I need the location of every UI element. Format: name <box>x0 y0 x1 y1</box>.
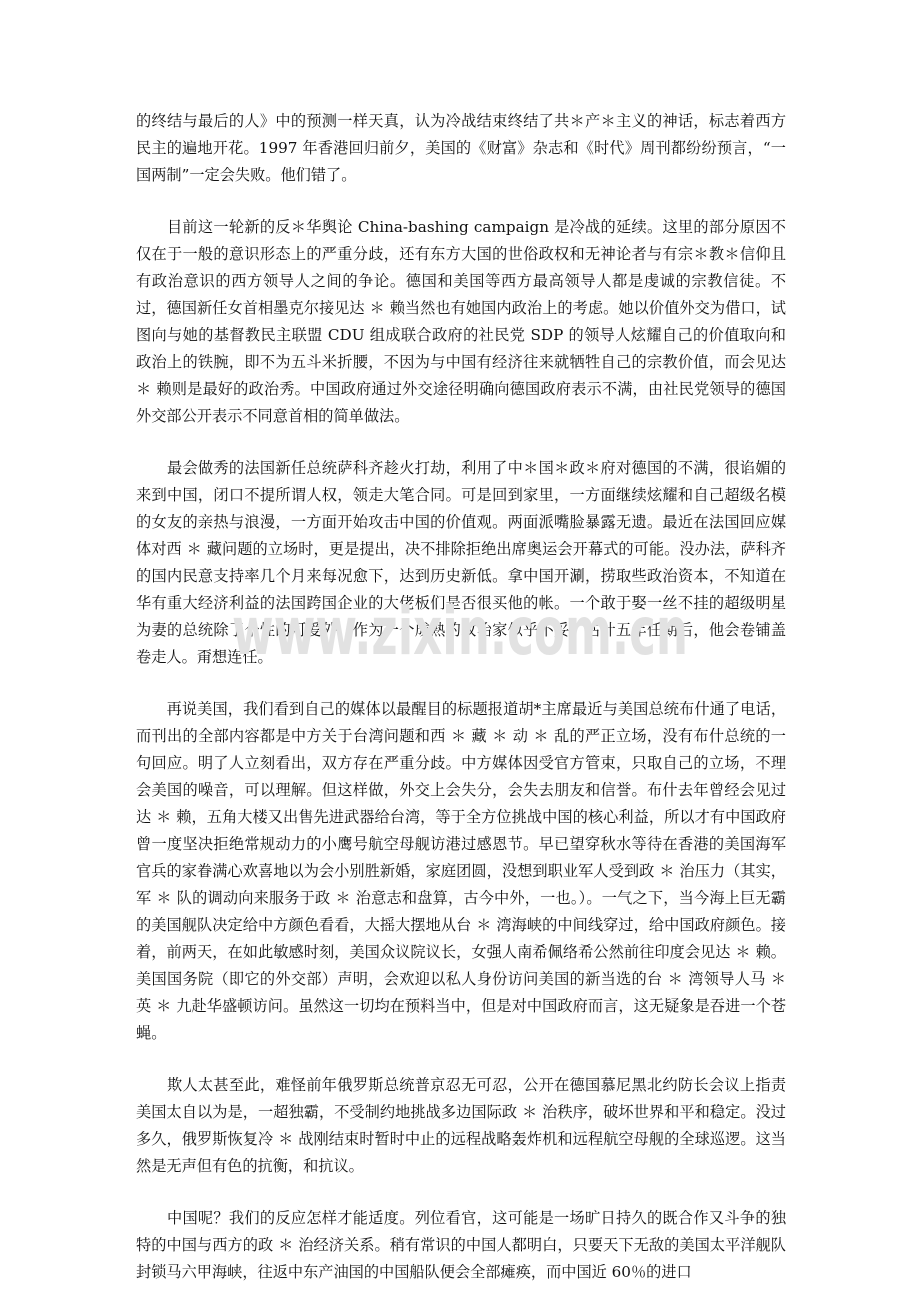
paragraph-6: 中国呢？我们的反应怎样才能适度。列位看官，这可能是一场旷日持久的既合作又斗争的独特的中国与西方的政 ＊ 治经济关系。稍有常识的中国人都明白，只要天下无敌的美国太平洋舰队封锁马六甲海峡，往返中东产油国的中国船队便会全部瘫痪，而中国近 60％的进口 <box>136 1209 786 1281</box>
paragraph-2: 目前这一轮新的反＊华舆论 China-bashing campaign 是冷战的延续。这里的部分原因不仅在于一般的意识形态上的严重分歧，还有东方大国的世俗政权和无神论者与有宗＊教＊信仰且有政治意识的西方领导人之间的争论。德国和美国等西方最高领导人都是虔诚的宗教信徒。不过，德国新任女首相墨克尔接见达 ＊ 赖当然也有她国内政治上的考虑。她以价值外交为借口，试图向与她的基督教民主联盟 CDU 组成联合政府的社民党 SDP 的领导人炫耀自己的价值取向和政治上的铁腕，即不为五斗米折腰，不因为与中国有经济往来就牺牲自己的宗教价值，而会见达 ＊ 赖则是最好的政治秀。中国政府通过外交途径明确向德国政府表示不满，由社民党领导的德国外交部公开表示不同意首相的简单做法。 <box>136 218 786 425</box>
paragraph-3: 最会做秀的法国新任总统萨科齐趁火打劫，利用了中＊国＊政＊府对德国的不满，很谄媚的来到中国，闭口不提所谓人权，领走大笔合同。可是回到家里，一方面继续炫耀和自己超级名模的女友的亲热与浪漫，一方面开始攻击中国的价值观。两面派嘴脸暴露无遗。最近在法国回应媒体对西 ＊ 藏问题的立场时，更是提出，决不排除拒绝出席奥运会开幕式的可能。没办法，萨科齐的国内民意支持率几个月来每况愈下，达到历史新低。拿中国开涮，捞取些政治资本，不知道在华有重大经济利益的法国跨国企业的大佬板们是否很买他的帐。一个敢于娶一丝不挂的超级明星为妻的总统除了个性的可爱外，作为一个成熟的政治家似乎不妥，估计五年任期后，他会卷铺盖卷走人。甭想连任。 <box>136 459 786 666</box>
paragraph-5: 欺人太甚至此，难怪前年俄罗斯总统普京忍无可忍，公开在德国慕尼黑北约防长会议上指责美国太自以为是，一超独霸，不受制约地挑战多边国际政 ＊ 治秩序，破坏世界和平和稳定。没过多久，俄罗斯恢复冷 ＊ 战刚结束时暂时中止的远程战略轰炸机和远程航空母舰的全球巡逻。这当然是无声但有色的抗衡，和抗议。 <box>136 1076 786 1175</box>
paragraph-1: 的终结与最后的人》中的预测一样天真，认为冷战结束终结了共＊产＊主义的神话，标志着西方民主的遍地开花。1997 年香港回归前夕，美国的《财富》杂志和《时代》周刊都纷纷预言，“一国两制”一定会失败。他们错了。 <box>136 112 786 184</box>
watermark-text: www.zixin.com.cn <box>232 593 688 670</box>
document-body <box>136 108 786 1286</box>
paragraph-4: 再说美国，我们看到自己的媒体以最醒目的标题报道胡*主席最近与美国总统布什通了电话，而刊出的全部内容都是中方关于台湾问题和西 ＊ 藏 ＊ 动 ＊ 乱的严正立场，没有布什总统的一句回应。明了人立刻看出，双方存在严重分歧。中方媒体因受官方管束，只取自己的立场，不理会美国的噪音，可以理解。但这样做，外交上会失分，会失去朋友和信誉。布什去年曾经会见过达 ＊ 赖，五角大楼又出售先进武器给台湾，等于全方位挑战中国的核心利益，所以才有中国政府曾一度坚决拒绝常规动力的小鹰号航空母舰访港过感恩节。早已望穿秋水等待在香港的美国海军官兵的家眷满心欢喜地以为会小别胜新婚，家庭团圆，没想到职业军人受到政 ＊ 治压力（其实，军 ＊ 队的调动向来服务于政 ＊ 治意志和盘算，古今中外，一也。）。一气之下，当今海上巨无霸的美国舰队决定给中方颜色看看，大摇大摆地从台 ＊ 湾海峡的中间线穿过，给中国政府颜色。接着，前两天，在如此敏感时刻，美国众议院议长，女强人南希佩络希公然前往印度会见达 ＊ 赖。美国国务院（即它的外交部）声明，会欢迎以私人身份访问美国的新当选的台 ＊ 湾领导人马 ＊ 英 ＊ 九赴华盛顿访问。虽然这一切均在预料当中，但是对中国政府而言，这无疑象是吞进一个苍蝇。 <box>136 700 786 1042</box>
